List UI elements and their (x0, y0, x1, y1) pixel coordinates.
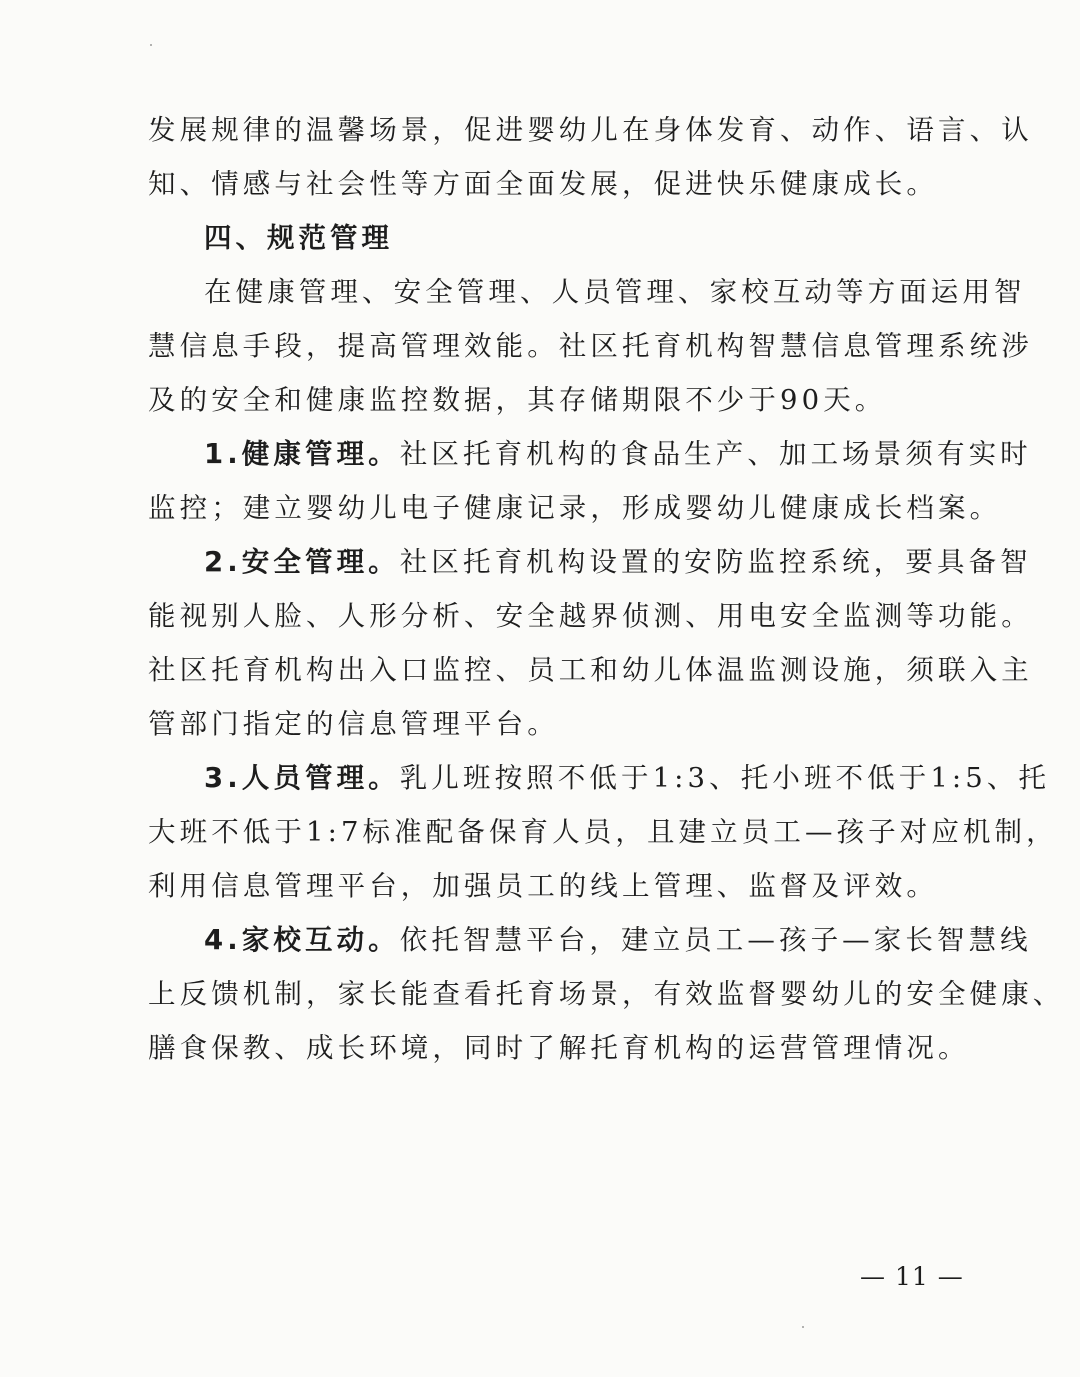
body-text-line: 管部门指定的信息管理平台。 (148, 708, 559, 740)
item-first-line (204, 758, 1051, 798)
body-text-line: 慧信息手段，提高管理效能。社区托育机构智慧信息管理系统涉 (148, 330, 1033, 362)
item-text: 依托智慧平台，建立员工—孩子—家长智慧线 (399, 924, 1032, 956)
item-text: 社区托育机构设置的安防监控系统，要具备智 (399, 546, 1032, 578)
item-text: 乳儿班按照不低于1:3、托小班不低于1:5、托 (399, 762, 1051, 794)
body-text-line: 膳食保教、成长环境，同时了解托育机构的运营管理情况。 (148, 1032, 970, 1064)
body-text-line: 大班不低于1:7标准配备保育人员，且建立员工—孩子对应机制， (148, 816, 1058, 848)
item-title: 2.安全管理。 (204, 546, 400, 578)
body-text-line: 上反馈机制，家长能查看托育场景，有效监督婴幼儿的安全健康、 (148, 978, 1065, 1010)
body-text-line: 监控；建立婴幼儿电子健康记录，形成婴幼儿健康成长档案。 (148, 492, 1002, 524)
body-text-line: 发展规律的温馨场景，促进婴幼儿在身体发育、动作、语言、认 (148, 114, 1033, 146)
body-text-line: 在健康管理、安全管理、人员管理、家校互动等方面运用智 (204, 276, 1026, 308)
body-text-line: 知、情感与社会性等方面全面发展，促进快乐健康成长。 (148, 168, 938, 200)
item-title: 1.健康管理。 (204, 438, 400, 470)
body-text-line: 社区托育机构出入口监控、员工和幼儿体温监测设施，须联入主 (148, 654, 1033, 686)
body-text-line: 利用信息管理平台，加强员工的线上管理、监督及评效。 (148, 870, 938, 902)
body-text-line: 及的安全和健康监控数据，其存储期限不少于90天。 (148, 384, 887, 416)
scan-speck (150, 44, 152, 46)
item-first-line (204, 920, 1032, 960)
item-title: 3.人员管理。 (204, 762, 400, 794)
item-first-line (204, 542, 1032, 582)
body-text-line: 能视别人脸、人形分析、安全越界侦测、用电安全监测等功能。 (148, 600, 1033, 632)
page-number: — 11 — (860, 1262, 964, 1291)
scan-speck (802, 1326, 804, 1328)
item-first-line (204, 434, 1032, 474)
section-heading: 四、规范管理 (204, 222, 393, 254)
item-title: 4.家校互动。 (204, 924, 400, 956)
item-text: 社区托育机构的食品生产、加工场景须有实时 (399, 438, 1032, 470)
